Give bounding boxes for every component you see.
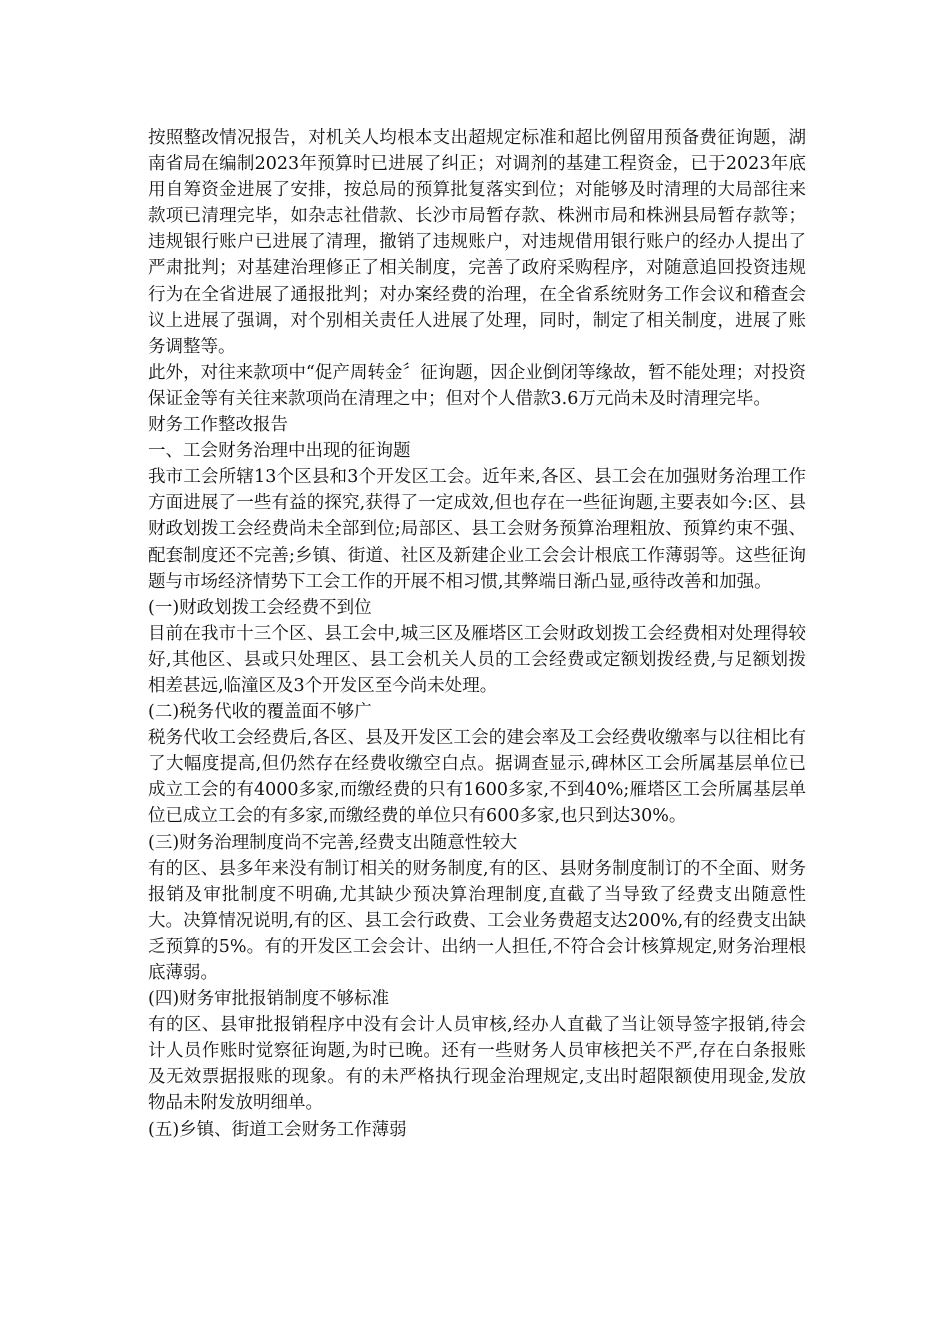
paragraph-funding: 目前在我市十三个区、县工会中,城三区及雁塔区工会财政划拨工会经费相对处理得较好,其他区、县或只处理区、县工会机关人员的工会经费或定额划拨经费,与足额划拨相差甚远,临潼区及3个开发区至今尚未处理。 xyxy=(148,623,806,696)
paragraph-outstanding-items: 此外，对往来款项中“促产周转金〞征询题，因企业倒闭等缘故，暂不能处理；对投资保证金等有关往来款项尚在清理之中；但对个人借款3.6万元尚未及时清理完毕。 xyxy=(148,362,806,409)
subheading-3: (三)财务治理制度尚不完善,经费支出随意性较大 xyxy=(148,832,518,853)
subheading-4: (四)财务审批报销制度不够标准 xyxy=(148,989,390,1010)
document-page xyxy=(148,125,806,1143)
paragraph-tax-collection: 税务代收工会经费后,各区、县及开发区工会的建会率及工会经费收缴率与以往相比有了大幅度提高,但仍然存在经费收缴空白点。据调查显示,碑林区工会所属基层单位已成立工会的有4000多家,而缴经费的只有1600多家,不到40%;雁塔区工会所属基层单位已成立工会的有多家,而缴经费的单位只有600多家,也只到达30%。 xyxy=(148,728,806,827)
subheading-1: (一)财政划拨工会经费不到位 xyxy=(148,597,372,618)
document-title: 财务工作整改报告 xyxy=(148,415,288,436)
paragraph-approval: 有的区、县审批报销程序中没有会计人员审核,经办人直截了当让领导签字报销,待会计人员作账时觉察征询题,为时已晚。还有一些财务人员审核把关不严,存在白条报账及无效票据报账的现象。有的未严格执行现金治理规定,支出时超限额使用现金,发放物品未附发放明细单。 xyxy=(148,1015,806,1114)
paragraph-finance-rules: 有的区、县多年来没有制订相关的财务制度,有的区、县财务制度制订的不全面、财务报销及审批制度不明确,尤其缺少预决算治理制度,直截了当导致了经费支出随意性大。决算情况说明,有的区、县工会行政费、工会业务费超支达200%,有的经费支出缺乏预算的5%。有的开发区工会会计、出纳一人担任,不符合会计核算规定,财务治理根底薄弱。 xyxy=(148,858,806,983)
subheading-2: (二)税务代收的覆盖面不够广 xyxy=(148,702,372,723)
paragraph-rectification-summary: 按照整改情况报告，对机关人均根本支出超规定标准和超比例留用预备费征询题，湖南省局在编制2023年预算时已进展了纠正；对调剂的基建工程资金，已于2023年底用自筹资金进展了安排，按总局的预算批复落实到位；对能够及时清理的大局部往来款项已清理完毕，如杂志社借款、长沙市局暂存款、株洲市局和株洲县局暂存款等；违规银行账户已进展了清理，撤销了违规账户，对违规借用银行账户的经办人提出了严肃批判；对基建治理修正了相关制度，完善了政府采购程序，对随意追回投资违规行为在全省进展了通报批判；对办案经费的治理，在全省系统财务工作会议和稽查会议上进展了强调，对个别相关责任人进展了处理，同时，制定了相关制度，进展了账务调整等。 xyxy=(148,128,806,357)
section-heading-1: 一、工会财务治理中出现的征询题 xyxy=(148,441,411,462)
subheading-5: (五)乡镇、街道工会财务工作薄弱 xyxy=(148,1119,407,1140)
paragraph-union-overview: 我市工会所辖13个区县和3个开发区工会。近年来,各区、县工会在加强财务治理工作方面进展了一些有益的探究,获得了一定成效,但也存在一些征询题,主要表如今:区、县财政划拨工会经费尚未全部到位;局部区、县工会财务预算治理粗放、预算约束不强、配套制度还不完善;乡镇、街道、社区及新建企业工会会计根底工作薄弱等。这些征询题与市场经济情势下工会工作的开展不相习惯,其弊端日渐凸显,亟待改善和加强。 xyxy=(148,467,806,592)
